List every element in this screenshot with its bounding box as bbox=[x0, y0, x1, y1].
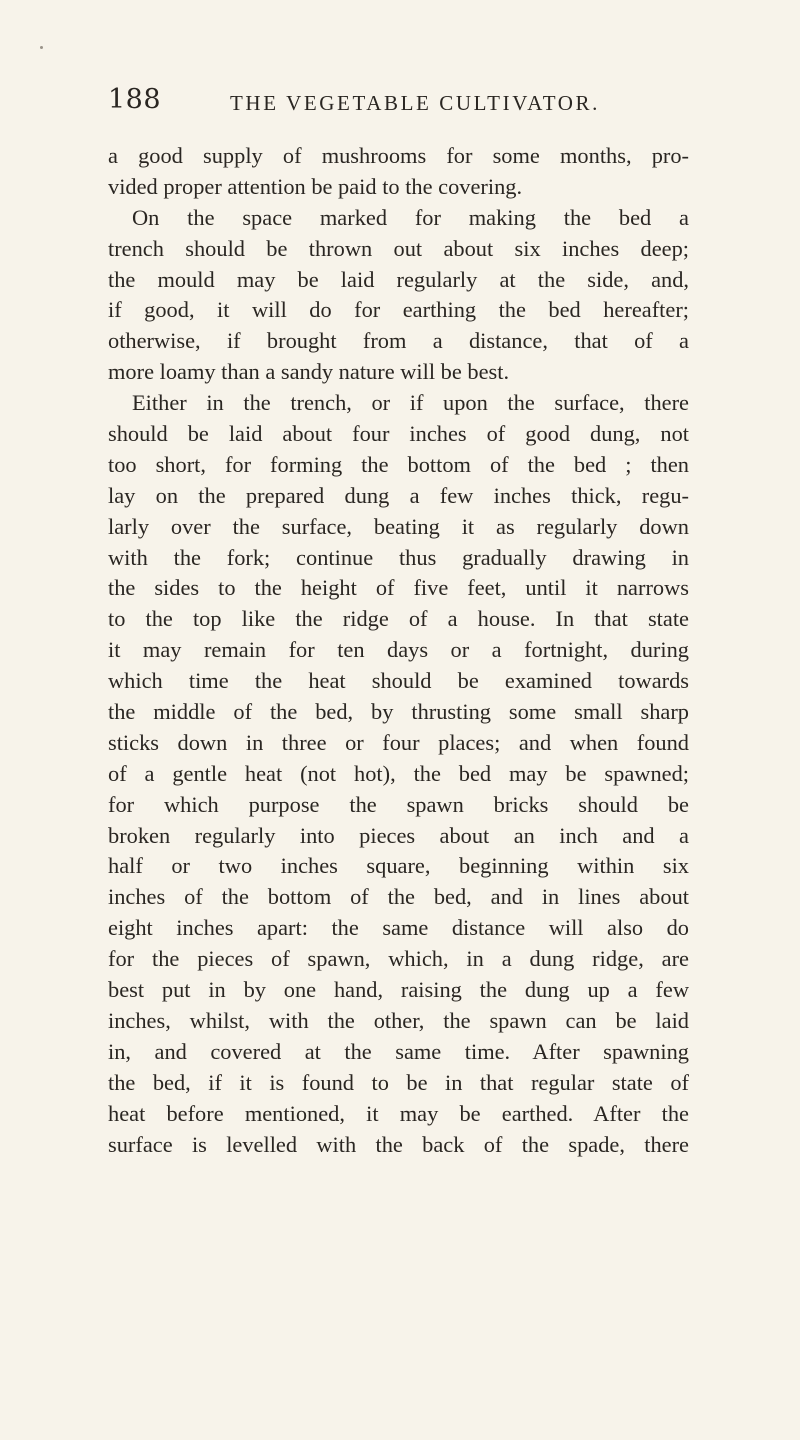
text-line: if good, it will do for earthing the bed hereafter; bbox=[108, 297, 689, 323]
running-title: THE VEGETABLE CULTIVATOR. bbox=[230, 91, 600, 115]
text-line: with the fork; continue thus gradually drawing in bbox=[108, 544, 689, 570]
page-number: 188 bbox=[108, 84, 162, 115]
text-line: should be laid about four inches of good dung, not bbox=[108, 421, 689, 447]
text-line: of a gentle heat (not hot), the bed may be spawned; bbox=[108, 760, 689, 786]
text-line: inches of the bottom of the bed, and in lines about bbox=[108, 884, 689, 910]
text-line: eight inches apart: the same distance will also do bbox=[108, 915, 689, 941]
text-line: the sides to the height of five feet, until it narrows bbox=[108, 575, 689, 601]
text-line: the middle of the bed, by thrusting some small sharp bbox=[108, 699, 689, 725]
text-line: more loamy than a sandy nature will be best. bbox=[108, 359, 510, 385]
body-text bbox=[108, 141, 689, 1160]
page-header bbox=[108, 80, 668, 120]
text-line: the bed, if it is found to be in that regular state of bbox=[108, 1069, 689, 1095]
text-line: sticks down in three or four places; and when found bbox=[108, 729, 689, 755]
text-line: the mould may be laid regularly at the side, and, bbox=[108, 266, 689, 292]
text-line: trench should be thrown out about six inches deep; bbox=[108, 235, 689, 261]
page-speck bbox=[40, 46, 43, 49]
text-line: heat before mentioned, it may be earthed. After the bbox=[108, 1100, 689, 1126]
text-line: surface is levelled with the back of the spade, there bbox=[108, 1131, 689, 1157]
text-line: On the space marked for making the bed a bbox=[132, 204, 689, 230]
text-line: too short, for forming the bottom of the bed ; then bbox=[108, 451, 689, 477]
text-line: half or two inches square, beginning within six bbox=[108, 853, 689, 879]
text-line: in, and covered at the same time. After spawning bbox=[108, 1038, 689, 1064]
text-line: a good supply of mushrooms for some months, pro- bbox=[108, 143, 689, 168]
text-line: larly over the surface, beating it as regularly down bbox=[108, 513, 689, 539]
text-line: for the pieces of spawn, which, in a dung ridge, are bbox=[108, 946, 689, 972]
text-line: vided proper attention be paid to the covering. bbox=[108, 173, 523, 199]
text-line: best put in by one hand, raising the dung up a few bbox=[108, 977, 689, 1003]
text-line: otherwise, if brought from a distance, that of a bbox=[108, 328, 689, 354]
text-line: broken regularly into pieces about an inch and a bbox=[108, 822, 689, 848]
text-line: for which purpose the spawn bricks should be bbox=[108, 791, 689, 817]
text-line: which time the heat should be examined towards bbox=[108, 668, 689, 694]
text-line: lay on the prepared dung a few inches thick, regu- bbox=[108, 482, 689, 508]
text-line: inches, whilst, with the other, the spawn can be laid bbox=[108, 1007, 689, 1033]
text-line: it may remain for ten days or a fortnight, during bbox=[108, 637, 689, 663]
text-line: Either in the trench, or if upon the surface, there bbox=[132, 390, 689, 416]
text-line: to the top like the ridge of a house. In that state bbox=[108, 606, 689, 632]
